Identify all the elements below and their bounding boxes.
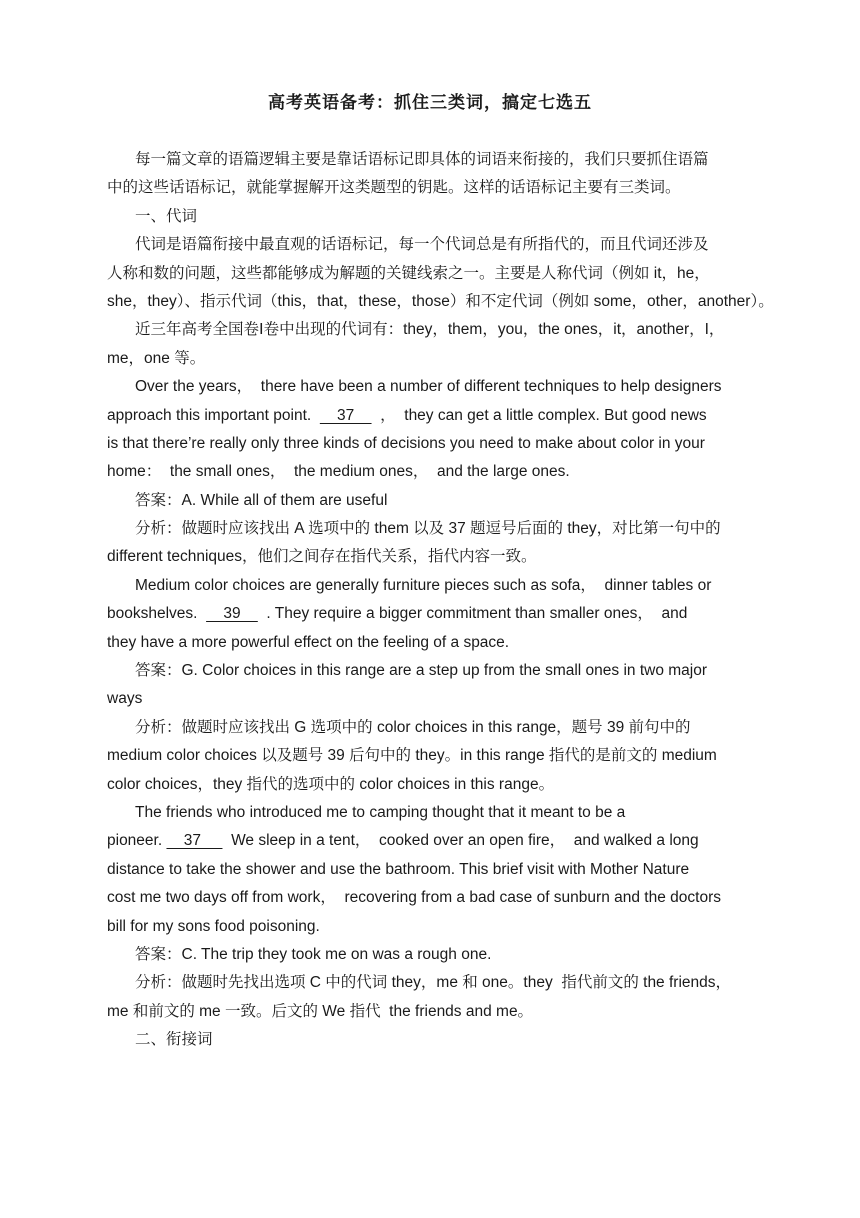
text-line xyxy=(107,174,757,202)
line-text: 中的这些话语标记，就能掌握解开这类题型的钥匙。这样的话语标记主要有三类词。 xyxy=(107,179,681,197)
text-line xyxy=(107,913,757,941)
line-text: home： the small ones， the medium ones， and the large ones. xyxy=(107,463,570,481)
text-line xyxy=(107,543,757,571)
line-text: pioneer. xyxy=(107,832,167,850)
line-text: color choices，they 指代的选项中的 color choices in this range。 xyxy=(107,775,555,793)
line-text: ， they can get a little complex. But good news xyxy=(371,406,707,424)
line-text: different techniques，他们之间存在指代关系，指代内容一致。 xyxy=(107,548,537,566)
line-text: We sleep in a tent， cooked over an open fire， and walked a long xyxy=(222,832,699,850)
line-text: 人称和数的问题，这些都能够成为解题的关键线索之一。主要是人称代词（例如 it，he， xyxy=(107,264,710,282)
text-line xyxy=(107,231,757,259)
question-blank: 37 xyxy=(319,406,372,424)
text-line xyxy=(107,714,757,742)
text-line xyxy=(107,288,774,316)
text-line xyxy=(107,345,757,373)
document-body xyxy=(107,146,774,1055)
line-text: they have a more powerful effect on the feeling of a space. xyxy=(107,633,510,651)
text-line xyxy=(107,572,757,600)
line-text: 分析：做题时应该找出 G 选项中的 color choices in this range，题号 39 前句中的 xyxy=(135,718,691,736)
text-line xyxy=(107,487,757,515)
text-line xyxy=(107,316,757,344)
line-text: medium color choices 以及题号 39 后句中的 they。in this range 指代的是前文的 medium xyxy=(107,747,717,765)
line-text: is that there’re really only three kinds of decisions you need to make about color in your xyxy=(107,434,705,452)
line-text: approach this important point. xyxy=(107,406,320,424)
text-line xyxy=(107,998,757,1026)
line-text: 一、代词 xyxy=(135,207,198,225)
text-line xyxy=(107,969,757,997)
line-text: 答案：C. The trip they took me on was a rough one. xyxy=(135,945,492,963)
line-text: 答案：G. Color choices in this range are a step up from the small ones in two major xyxy=(135,662,708,680)
line-text: 代词是语篇衔接中最直观的话语标记，每一个代词总是有所指代的，而且代词还涉及 xyxy=(135,236,709,254)
line-text: bill for my sons food poisoning. xyxy=(107,917,320,935)
text-line xyxy=(107,458,757,486)
text-line xyxy=(107,884,757,912)
line-text: Over the years， there have been a number of different techniques to help designers xyxy=(135,378,722,396)
line-text: The friends who introduced me to camping thought that it meant to be a xyxy=(135,803,626,821)
line-text: 答案：A. While all of them are useful xyxy=(135,491,388,509)
question-blank: 37 xyxy=(166,832,223,850)
text-line xyxy=(107,402,757,430)
line-text: 近三年高考全国卷Ⅰ卷中出现的代词有：they，them，you，the ones，it，another，I， xyxy=(135,321,725,339)
text-line xyxy=(107,799,757,827)
line-text: 分析：做题时先找出选项 C 中的代词 they，me 和 one。they 指代前文的 the friends， xyxy=(135,974,732,992)
text-line xyxy=(107,742,757,770)
line-text: . They require a bigger commitment than smaller ones， and xyxy=(257,605,688,623)
line-text: she，they）、指示代词（this，that，these，those）和不定代词（例如 some，other，another）。 xyxy=(107,292,774,310)
line-text: 分析：做题时应该找出 A 选项中的 them 以及 37 题逗号后面的 they，对比第一句中的 xyxy=(135,520,721,538)
text-line xyxy=(107,1026,757,1054)
text-line xyxy=(107,941,757,969)
line-text: distance to take the shower and use the bathroom. This brief visit with Mother Nature xyxy=(107,860,690,878)
text-line xyxy=(107,260,757,288)
text-line xyxy=(107,629,757,657)
line-text: bookshelves. xyxy=(107,605,207,623)
line-text: ways xyxy=(107,690,143,708)
line-text: me 和前文的 me 一致。后文的 We 指代 the friends and me。 xyxy=(107,1002,534,1020)
line-text: me，one 等。 xyxy=(107,349,206,367)
question-blank: 39 xyxy=(206,605,258,623)
text-line xyxy=(107,203,757,231)
line-text: 每一篇文章的语篇逻辑主要是靠话语标记即具体的词语来衔接的，我们只要抓住语篇 xyxy=(135,151,709,168)
line-text: cost me two days off from work， recovering from a bad case of sunburn and the doctors xyxy=(107,889,721,907)
text-line xyxy=(107,827,757,855)
text-line xyxy=(107,856,757,884)
line-text: Medium color choices are generally furniture pieces such as sofa， dinner tables or xyxy=(135,576,712,594)
document-title: 高考英语备考：抓住三类词，搞定七选五 xyxy=(268,93,592,113)
text-line xyxy=(107,657,757,685)
text-line xyxy=(107,600,757,628)
text-line xyxy=(107,515,757,543)
text-line xyxy=(107,430,757,458)
text-line xyxy=(107,373,757,401)
text-line xyxy=(107,146,757,174)
text-line xyxy=(107,771,757,799)
line-text: 二、衔接词 xyxy=(135,1031,213,1049)
text-line xyxy=(107,685,757,713)
